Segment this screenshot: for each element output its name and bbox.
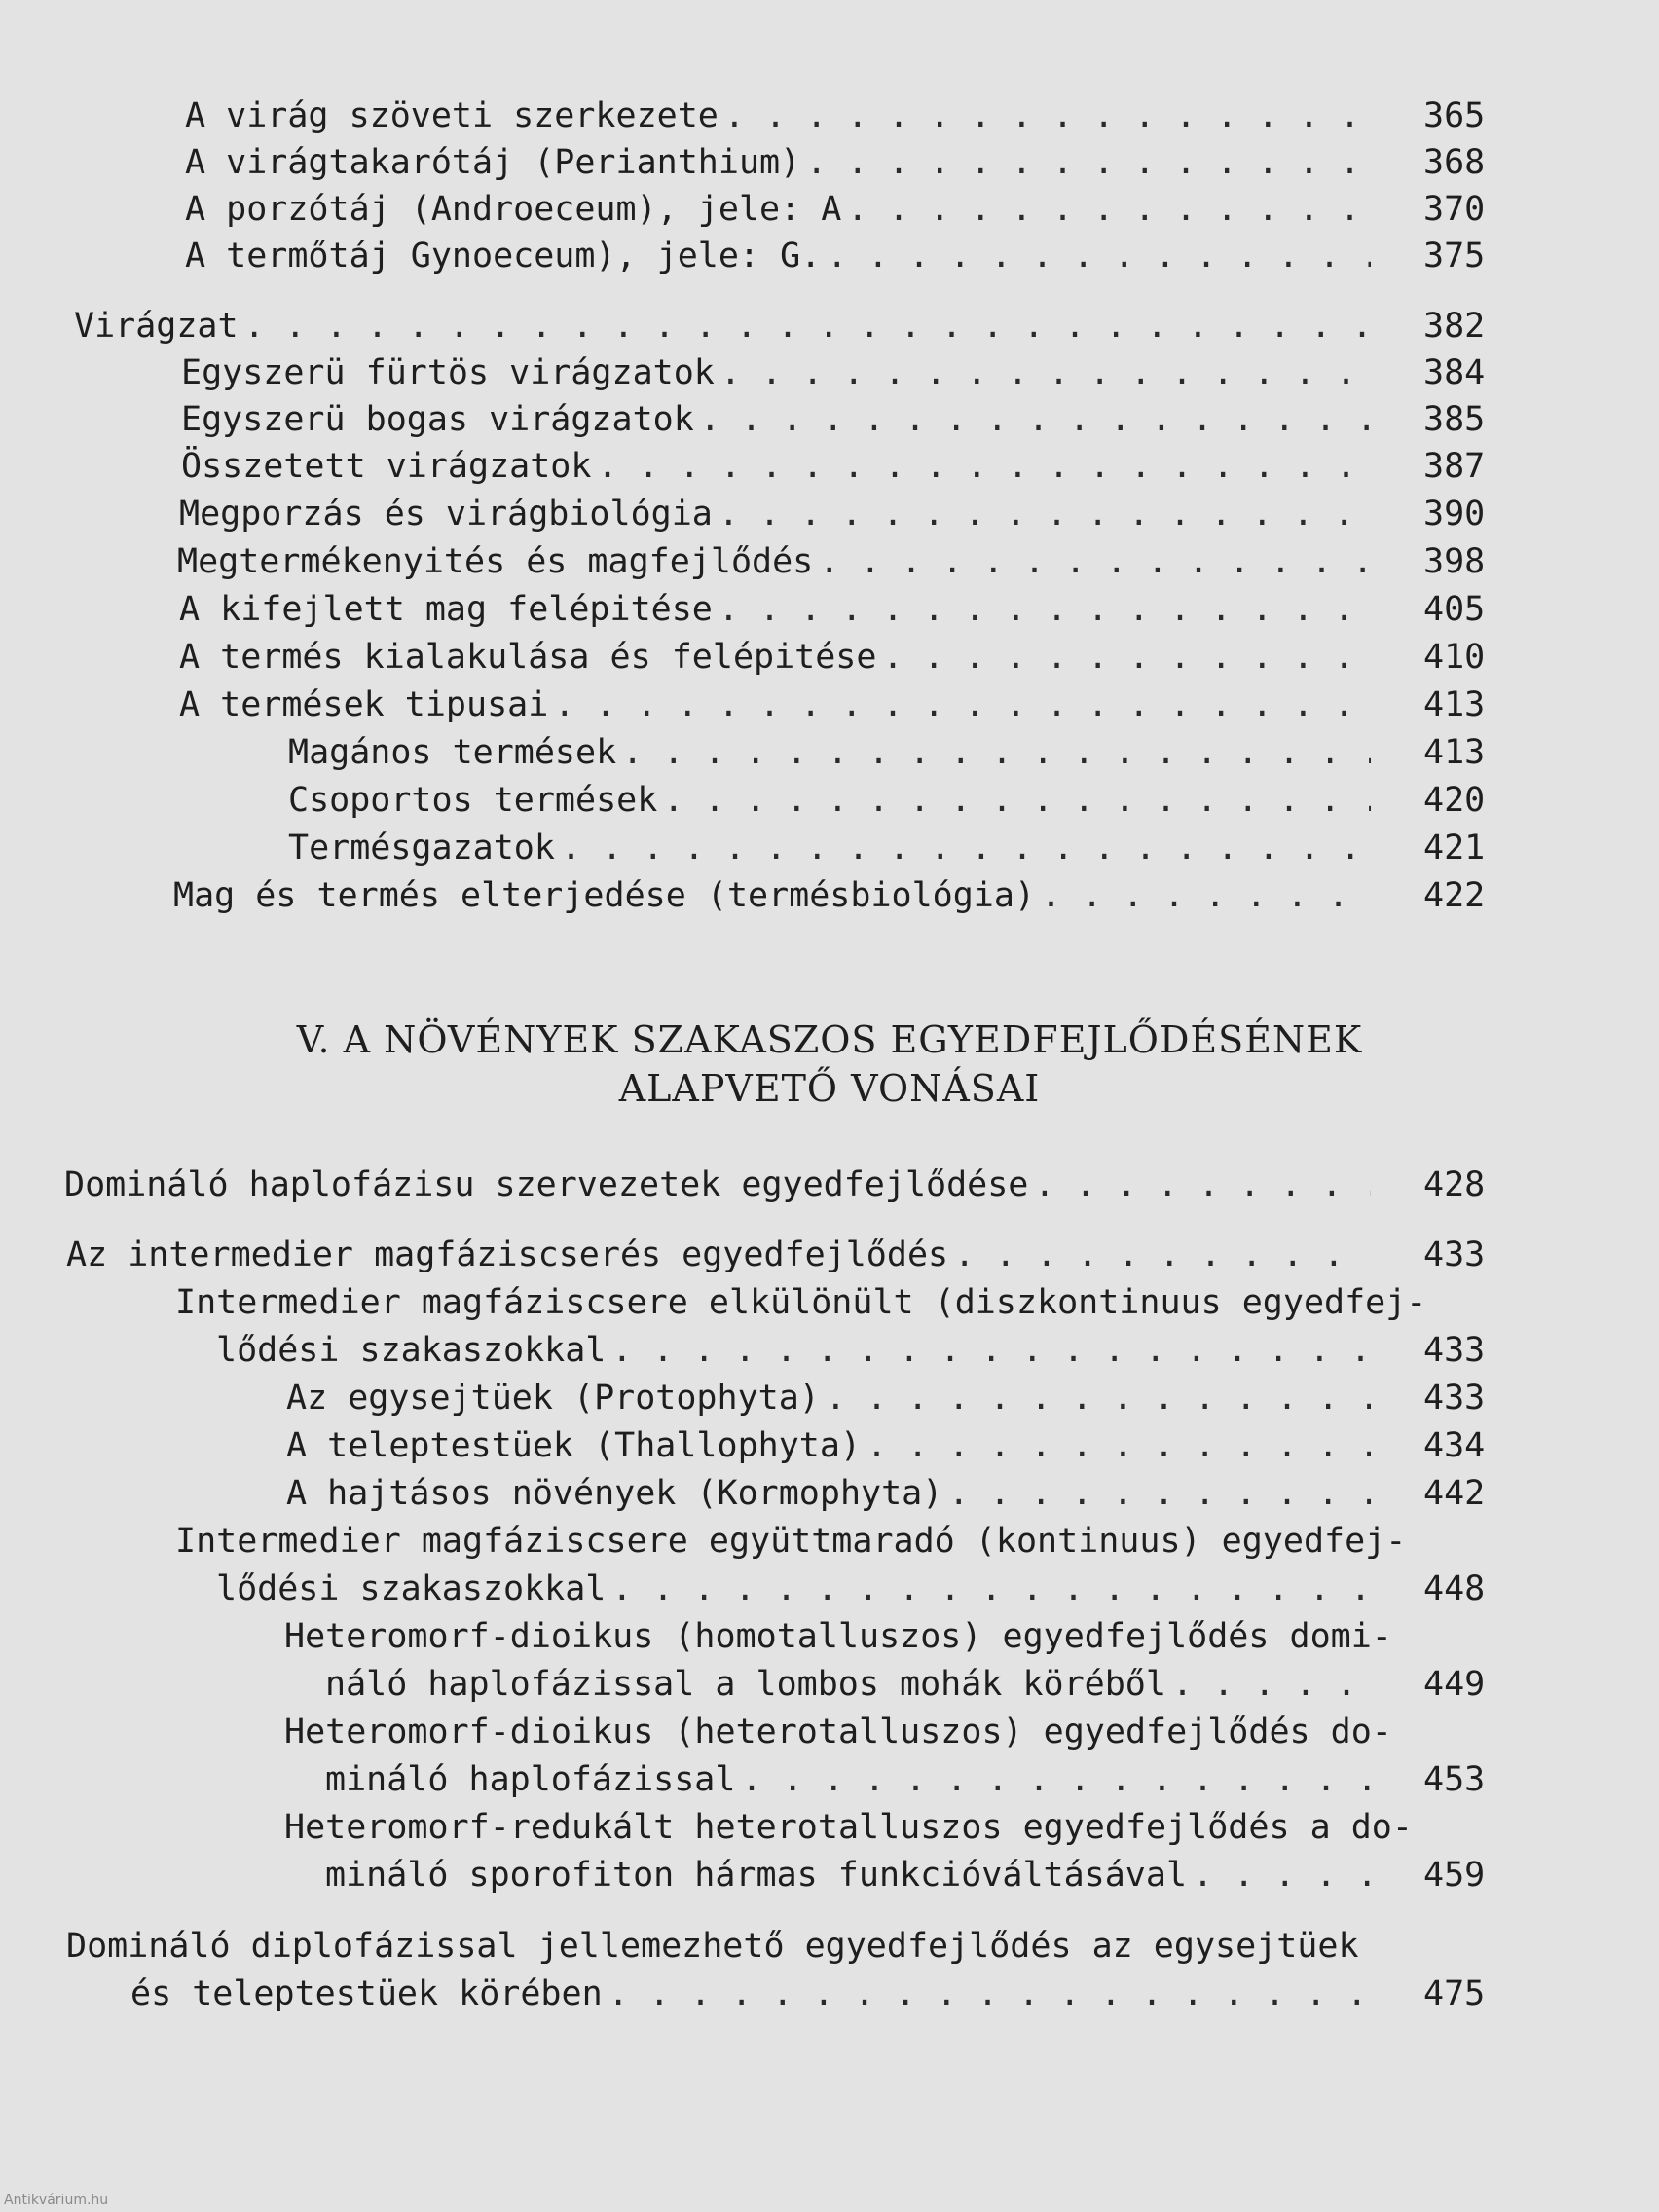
entry-label: A virág szöveti szerkezete — [185, 96, 719, 135]
leader-dots — [841, 187, 1371, 232]
entry-label-continued: Heteromorf-dioikus (heterotalluszos) egyedfejlődés do- — [284, 1713, 1392, 1751]
toc-entry[interactable] — [181, 397, 1371, 442]
page-number: 453 — [1423, 1760, 1486, 1799]
entry-label: Egyszerü fürtös virágzatok — [181, 353, 715, 392]
toc-entry[interactable] — [179, 587, 1371, 632]
page-number: 442 — [1423, 1474, 1486, 1513]
entry-label: Termésgazatok — [288, 829, 555, 867]
leader-dots — [800, 140, 1371, 185]
toc-entry[interactable] — [216, 1567, 1371, 1611]
leader-dots — [239, 304, 1371, 349]
leader-dots — [861, 1423, 1371, 1468]
page-number: 434 — [1423, 1426, 1486, 1465]
leader-dots — [948, 1233, 1371, 1277]
leader-dots — [713, 587, 1371, 632]
toc-entry[interactable] — [179, 492, 1371, 536]
page-number: 375 — [1423, 237, 1486, 276]
page-number: 410 — [1423, 638, 1486, 677]
toc-entry[interactable] — [185, 93, 1371, 138]
leader-dots — [820, 1376, 1371, 1420]
leader-dots — [694, 397, 1371, 442]
entry-label: Az egysejtüek (Protophyta) — [286, 1379, 820, 1418]
entry-label: A virágtakarótáj (Perianthium) — [185, 143, 801, 182]
page-number: 365 — [1423, 96, 1486, 135]
leader-dots — [606, 1567, 1371, 1611]
leader-dots — [606, 1328, 1371, 1373]
toc-entry[interactable] — [179, 682, 1371, 727]
page-number: 433 — [1423, 1235, 1486, 1274]
entry-label: Magános termések — [288, 733, 617, 772]
toc-entry[interactable] — [130, 1972, 1371, 2016]
leader-dots — [713, 492, 1371, 536]
toc-entry[interactable] — [216, 1328, 1371, 1373]
entry-label: Csoportos termések — [288, 781, 658, 820]
page-number: 413 — [1423, 733, 1486, 772]
page-number: 385 — [1423, 400, 1486, 439]
leader-dots — [1166, 1662, 1371, 1707]
leader-dots — [942, 1471, 1371, 1516]
entry-label-continued: Intermedier magfáziscsere együttmaradó (kontinuus) egyedfej- — [175, 1522, 1407, 1561]
entry-label: Megtermékenyités és magfejlődés — [177, 542, 814, 581]
page-number: 387 — [1423, 447, 1486, 486]
page-number: 449 — [1423, 1665, 1486, 1704]
toc-entry[interactable] — [325, 1853, 1371, 1898]
leader-dots — [719, 93, 1371, 138]
toc-entry[interactable] — [181, 444, 1371, 489]
leader-dots — [616, 730, 1371, 775]
entry-label: A teleptestüek (Thallophyta) — [286, 1426, 862, 1465]
entry-label-continued: Heteromorf-dioikus (homotalluszos) egyedfejlődés domi- — [284, 1617, 1392, 1656]
entry-label-continued: Domináló diplofázissal jellemezhető egyedfejlődés az egysejtüek — [66, 1927, 1359, 1966]
entry-label: A termőtáj Gynoeceum), jele: G. — [185, 237, 822, 276]
leader-dots — [715, 350, 1371, 395]
page-number: 413 — [1423, 685, 1486, 724]
toc-entry[interactable] — [177, 539, 1371, 584]
section-subheading: ALAPVETŐ VONÁSAI — [618, 1067, 1041, 1110]
entry-label: Domináló haplofázisu szervezetek egyedfejlődése — [64, 1165, 1029, 1204]
toc-entry[interactable] — [173, 873, 1371, 918]
entry-label: Mag és termés elterjedése (termésbiológia) — [173, 876, 1036, 915]
toc-entry[interactable] — [288, 826, 1371, 870]
page-number: 384 — [1423, 353, 1486, 392]
entry-label: A termés kialakulása és felépitése — [179, 638, 877, 677]
page-number: 421 — [1423, 829, 1486, 867]
entry-label: Az intermedier magfáziscserés egyedfejlődés — [66, 1235, 949, 1274]
toc-entry[interactable] — [179, 635, 1371, 680]
leader-dots — [555, 826, 1371, 870]
toc-entry[interactable] — [325, 1662, 1371, 1707]
toc-entry[interactable] — [185, 234, 1371, 278]
entry-label: lődési szakaszokkal — [216, 1331, 607, 1370]
page-number: 448 — [1423, 1569, 1486, 1608]
watermark: Antikvárium.hu — [4, 2193, 109, 2208]
leader-dots — [1187, 1853, 1371, 1898]
page-number: 459 — [1423, 1856, 1486, 1895]
entry-label: A termések tipusai — [179, 685, 549, 724]
entry-label: náló haplofázissal a lombos mohák köréből — [325, 1665, 1166, 1704]
toc-entry[interactable] — [74, 304, 1371, 349]
toc-entry[interactable] — [325, 1757, 1371, 1802]
toc-entry[interactable] — [185, 187, 1371, 232]
entry-label: lődési szakaszokkal — [216, 1569, 607, 1608]
entry-label: Virágzat — [74, 307, 239, 346]
page-number: 428 — [1423, 1165, 1486, 1204]
page-number: 370 — [1423, 190, 1486, 229]
entry-label: Egyszerü bogas virágzatok — [181, 400, 694, 439]
leader-dots — [657, 778, 1371, 823]
page-number: 433 — [1423, 1379, 1486, 1418]
toc-entry[interactable] — [286, 1423, 1371, 1468]
leader-dots — [876, 635, 1371, 680]
entry-label: Összetett virágzatok — [181, 447, 592, 486]
leader-dots — [813, 539, 1371, 584]
leader-dots — [1035, 873, 1371, 918]
entry-label: és teleptestüek körében — [130, 1974, 603, 2013]
leader-dots — [591, 444, 1371, 489]
toc-entry[interactable] — [181, 350, 1371, 395]
page-number: 420 — [1423, 781, 1486, 820]
leader-dots — [1028, 1162, 1371, 1207]
entry-label: Megporzás és virágbiológia — [179, 495, 713, 534]
page-number: 433 — [1423, 1331, 1486, 1370]
section-heading: V. A NÖVÉNYEK SZAKASZOS EGYEDFEJLŐDÉSÉNEK — [296, 1018, 1363, 1061]
toc-entry[interactable] — [286, 1376, 1371, 1420]
entry-label: A hajtásos növények (Kormophyta) — [286, 1474, 943, 1513]
entry-label-continued: Heteromorf-redukált heterotalluszos egyedfejlődés a do- — [284, 1808, 1413, 1847]
page-number: 422 — [1423, 876, 1486, 915]
toc-entry[interactable] — [64, 1162, 1371, 1207]
leader-dots — [735, 1757, 1371, 1802]
entry-label: mináló sporofiton hármas funkcióváltásával — [325, 1856, 1188, 1895]
toc-entry[interactable] — [66, 1233, 1371, 1277]
page-number: 390 — [1423, 495, 1486, 534]
toc-entry[interactable] — [288, 730, 1371, 775]
page-number: 398 — [1423, 542, 1486, 581]
toc-entry[interactable] — [185, 140, 1371, 185]
toc-entry[interactable] — [288, 778, 1371, 823]
page-number: 382 — [1423, 307, 1486, 346]
leader-dots — [548, 682, 1371, 727]
entry-label: A porzótáj (Androeceum), jele: A — [185, 190, 842, 229]
page-number: 368 — [1423, 143, 1486, 182]
entry-label-continued: Intermedier magfáziscsere elkülönült (diszkontinuus egyedfej- — [175, 1283, 1427, 1322]
entry-label: mináló haplofázissal — [325, 1760, 736, 1799]
toc-entry[interactable] — [286, 1471, 1371, 1516]
page-number: 475 — [1423, 1974, 1486, 2013]
page-number: 405 — [1423, 590, 1486, 629]
leader-dots — [603, 1972, 1371, 2016]
entry-label: A kifejlett mag felépitése — [179, 590, 713, 629]
leader-dots — [821, 234, 1371, 278]
